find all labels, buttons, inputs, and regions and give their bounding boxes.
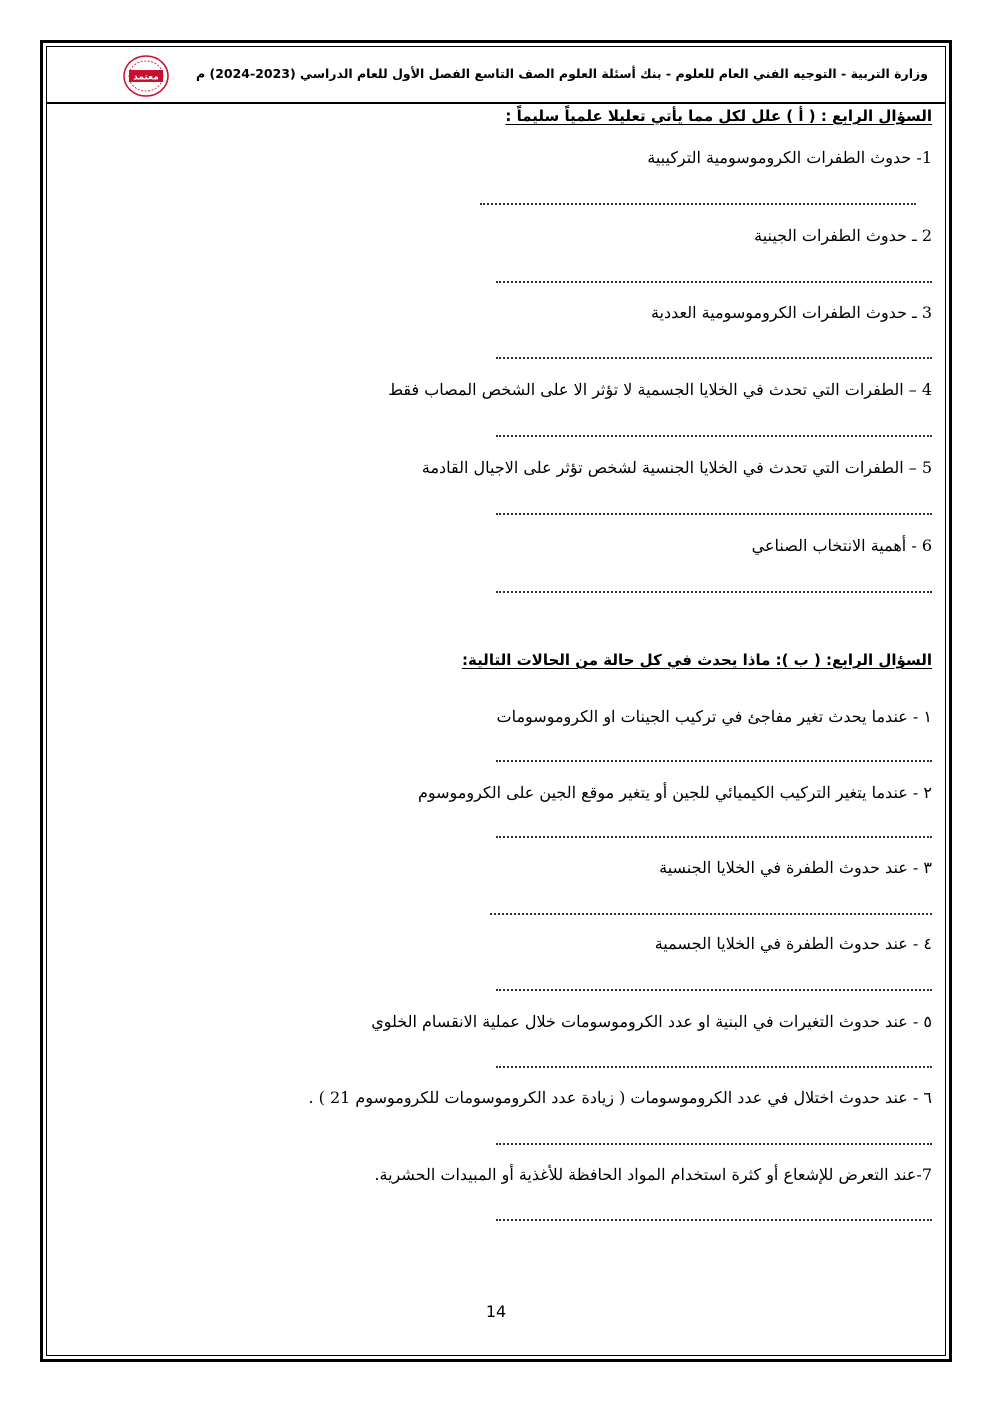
page-number: 14 <box>485 1302 507 1321</box>
answer-line-b-1[interactable] <box>496 760 932 762</box>
question-b-3: ٣ - عند حدوث الطفرة في الخلايا الجنسية <box>659 858 932 877</box>
question-b-6: ٦ - عند حدوث اختلال في عدد الكروموسومات ( زيادة عدد الكروموسومات للكروموسوم 21 ) . <box>308 1088 932 1107</box>
question-b-2: ٢ - عندما يتغير التركيب الكيميائي للجين أو يتغير موقع الجين على الكروموسوم <box>417 783 932 802</box>
answer-line-b-4[interactable] <box>496 989 932 991</box>
answer-line-a-1[interactable] <box>480 203 916 205</box>
question-b-4: ٤ - عند حدوث الطفرة في الخلايا الجسمية <box>654 934 932 953</box>
question-a-2: 2 ـ حدوث الطفرات الجينية <box>754 226 932 245</box>
question-b-5: ٥ - عند حدوث التغيرات في البنية او عدد الكروموسومات خلال عملية الانقسام الخلوي <box>371 1012 932 1031</box>
answer-line-a-6[interactable] <box>496 591 932 593</box>
answer-line-b-7[interactable] <box>496 1219 932 1221</box>
question-a-6: 6 - أهمية الانتخاب الصناعي <box>751 536 932 555</box>
question-a-4: 4 – الطفرات التي تحدث في الخلايا الجسمية لا تؤثر الا على الشخص المصاب فقط <box>388 380 932 399</box>
header-title: وزارة التربية - التوجيه الفني العام للعلوم - بنك أسئلة العلوم الصف التاسع الفصل الأول للعام الدراسي (2023-2024) م <box>195 66 928 81</box>
question-b-7: 7-عند التعرض للإشعاع أو كثرة استخدام المواد الحافظة للأغذية أو المبيدات الحشرية. <box>374 1165 932 1184</box>
question-a-3: 3 ـ حدوث الطفرات الكروموسومية العددية <box>650 303 932 322</box>
section-a-title: السؤال الرابع : ( أ ) علل لكل مما يأتي تعليلا علمياً سليماً : <box>505 107 932 125</box>
answer-line-a-5[interactable] <box>496 513 932 515</box>
answer-line-b-6[interactable] <box>496 1143 932 1145</box>
answer-line-b-3[interactable] <box>490 913 932 915</box>
question-a-5: 5 – الطفرات التي تحدث في الخلايا الجنسية لشخص تؤثر على الاجيال القادمة <box>421 458 932 477</box>
question-a-1: 1- حدوث الطفرات الكروموسومية التركيبية <box>647 148 932 167</box>
answer-line-a-3[interactable] <box>496 357 932 359</box>
stamp-label: معتمد <box>133 72 159 83</box>
header-divider <box>46 102 946 104</box>
section-b-title: السؤال الرابع: ( ب ): ماذا يحدث في كل حالة من الحالات التالية: <box>461 651 932 669</box>
question-b-1: ١ - عندما يحدث تغير مفاجئ في تركيب الجينات او الكروموسومات <box>496 707 932 726</box>
answer-line-a-4[interactable] <box>496 435 932 437</box>
page-header <box>120 58 928 98</box>
answer-line-b-5[interactable] <box>496 1066 932 1068</box>
answer-line-b-2[interactable] <box>496 836 932 838</box>
answer-line-a-2[interactable] <box>496 281 932 283</box>
